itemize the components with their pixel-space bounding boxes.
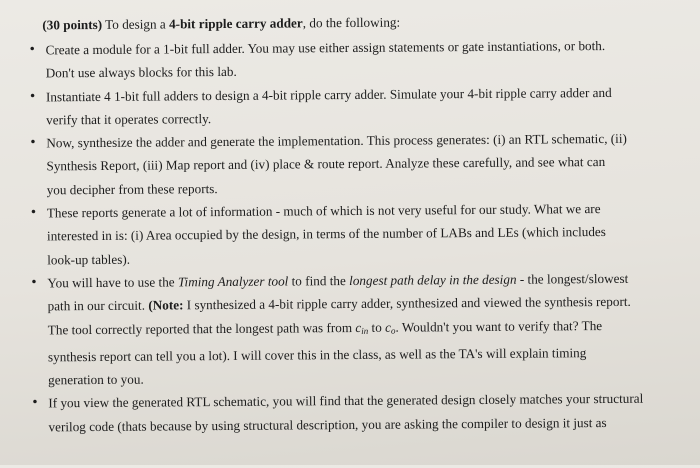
intro-text: To design a [102,16,170,32]
carry-out-subscript: o [390,325,396,336]
list-item-line: If you view the generated RTL schematic, you will find that the generated design closely matches your structural [48,391,644,411]
carry-out-variable: c [385,319,392,335]
intro-bold-term: 4-bit ripple carry adder [168,15,303,32]
carry-in-subscript: in [361,325,369,336]
list-item-line: verify that it operates correctly. [46,110,212,128]
tool-name-emphasis: Timing Analyzer tool [177,273,289,290]
text-run: path in our circuit. [47,297,149,314]
text-run: The tool correctly reported that the longest path was from [47,319,356,337]
list-item [31,387,671,439]
list-item-line: Instantiate 4 1-bit full adders to design a 4-bit ripple carry adder. Simulate your 4-bit ripple carry adder and [45,84,612,104]
list-item-line: synthesis report can tell you a lot). I will cover this in the class, as well as the TA's will explain timing [47,345,587,365]
bullet-icon: • [29,41,35,58]
list-item-line: These reports generate a lot of information - much of which is not very useful for our study. What we are [46,201,601,221]
text-run: - the longest/slowest [516,270,629,287]
assignment-intro [42,14,400,35]
bullet-icon: • [29,88,36,105]
list-item [29,127,670,202]
bullet-icon: • [31,274,37,291]
text-run: to [368,319,386,335]
list-item-line: verilog code (thats because by using structural description, you are asking the compiler to design it just as [48,414,607,435]
bullet-icon: • [32,394,38,411]
term-emphasis: longest path delay in the design [349,271,517,288]
list-item-line: Now, synthesize the adder and generate the implementation. This process generates: (i) an RTL schematic, (ii) [46,131,627,151]
task-list [28,33,671,438]
list-item-line: Synthesis Report, (iii) Map report and (iv) place & route report. Analyze these carefully, and see what can [46,154,606,174]
bullet-icon: • [30,204,37,221]
list-item-line: look-up tables). [47,251,131,268]
text-run: . Wouldn't you want to verify that? The [395,317,603,335]
bullet-icon: • [30,134,36,151]
list-item-line: interested in is: (i) Area occupied by the design, in terms of the number of LABs and LEs (which includes [46,224,606,244]
list-item-line: Don't use always blocks for this lab. [45,64,237,81]
list-item [30,197,671,272]
list-item [28,33,668,85]
list-item-line: generation to you. [48,371,144,388]
text-run: I synthesized a 4-bit ripple carry adder, synthesized and viewed the synthesis report. [183,294,631,313]
list-item-line: you decipher from these reports. [46,180,218,198]
list-item-line: Create a module for a 1-bit full adder. You may use either assign statements or gate instantiations, or both. [45,37,606,58]
text-run: You will have to use the [47,274,178,291]
note-label: (Note: [148,297,184,313]
text-run: to find the [288,272,350,289]
list-item [30,266,671,392]
intro-text-end: , do the following: [302,14,401,31]
carry-in-variable: c [355,319,362,335]
points-label: (30 points) [42,16,103,33]
list-item [29,80,669,132]
